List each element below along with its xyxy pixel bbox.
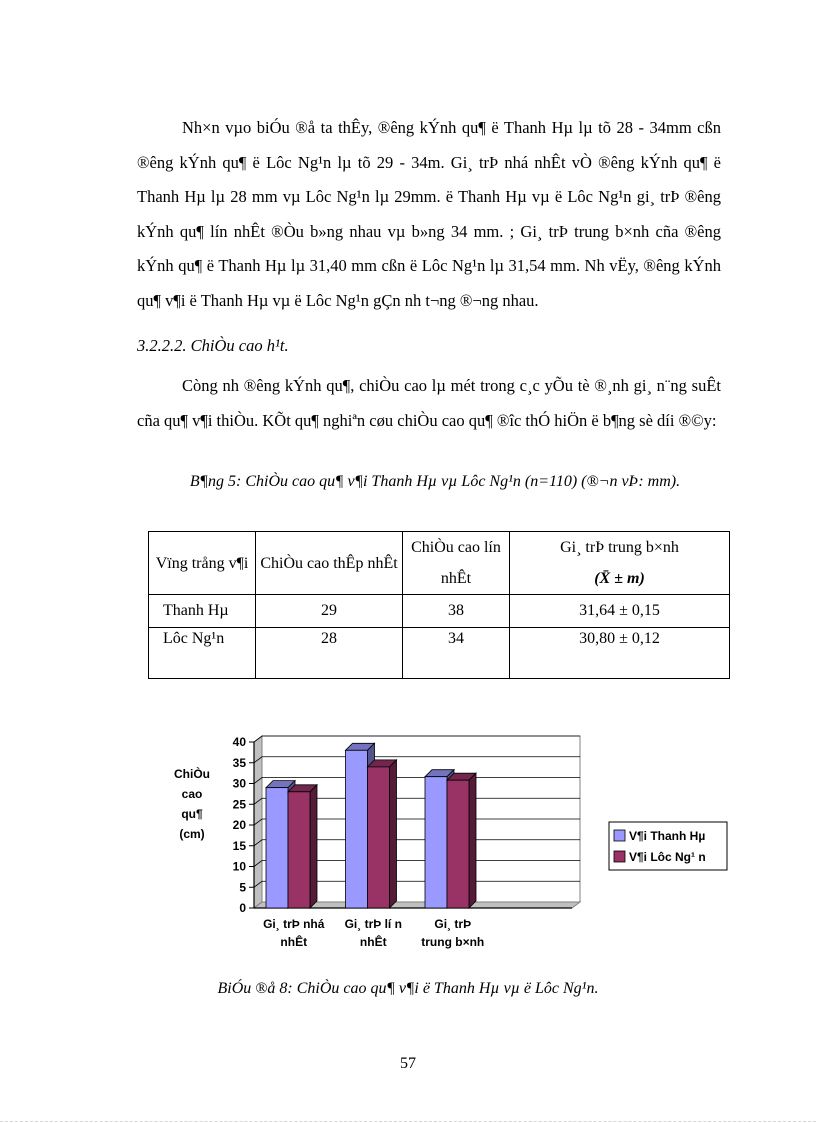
paragraph-diameter-text: Nh×n vµo biÓu ®å ta thÊy, ®êng kÝnh qu¶ ë Thanh Hµ lµ tõ 28 - 34mm cßn ®êng kÝnh qu¶ ë Lôc Ng¹n lµ tõ 29 - 34m. Gi¸ trÞ nhá nhÊt vÒ ®êng kÝnh qu¶ ë Thanh Hµ lµ 28 mm vµ Lôc Ng¹n lµ 29mm. ë Thanh Hµ vµ ë Lôc Ng¹n gi¸ trÞ ®êng kÝnh qu¶ lín nhÊt ®Òu b»ng nhau vµ b»ng 34 mm. ; Gi¸ trÞ trung b×nh cña ®êng kÝnh qu¶ ë Thanh Hµ lµ 31,40 mm cßn ë Lôc Ng¹n lµ 31,54 mm. Nh vËy, ®êng kÝnh qu¶ v¶i ë Thanh Hµ vµ ë Lôc Ng¹n gÇn nh t¬ng ®¬ng nhau. bbox=[137, 118, 721, 310]
paragraph-diameter bbox=[137, 111, 721, 318]
paragraph-height-text: Còng nh ®êng kÝnh qu¶, chiÒu cao lµ mét trong c¸c yÕu tè ®¸nh gi¸ n¨ng suÊt cña qu¶ v¶i thiÒu. KÕt qu¶ nghiªn cøu chiÒu cao qu¶ ®îc thÓ hiÖn ë b¶ng sè díi ®©y: bbox=[137, 376, 721, 430]
y-axis-title: qu¶ bbox=[181, 807, 203, 821]
header-min-height: ChiÒu cao thÊp nhÊt bbox=[256, 532, 403, 595]
bar-thanh-ha bbox=[266, 788, 288, 908]
bar-side bbox=[310, 785, 317, 908]
row-max: 38 bbox=[403, 595, 510, 628]
row-min: 29 bbox=[256, 595, 403, 628]
row-mean: 30,80 ± 0,12 bbox=[510, 628, 730, 679]
row-mean: 31,64 ± 0,15 bbox=[510, 595, 730, 628]
bar-side bbox=[390, 760, 397, 908]
y-tick-label: 20 bbox=[232, 818, 246, 832]
bar-luc-ngan bbox=[368, 767, 390, 908]
x-tick-label: trung b×nh bbox=[421, 935, 485, 949]
y-tick-label: 0 bbox=[239, 901, 246, 915]
table-row bbox=[149, 595, 730, 628]
y-tick-label: 30 bbox=[232, 776, 246, 791]
y-tick-label: 15 bbox=[232, 838, 246, 853]
paragraph-height bbox=[137, 369, 721, 438]
figure-caption: BiÓu ®å 8: ChiÒu cao qu¶ v¶i ë Thanh Hµ vµ ë Lôc Ng¹n. bbox=[217, 980, 599, 997]
section-heading: 3.2.2.2. ChiÒu cao h¹t. bbox=[137, 336, 289, 355]
table-caption: B¶ng 5: ChiÒu cao qu¶ v¶i Thanh Hµ vµ Lôc Ng¹n (n=110) (®¬n vÞ: mm). bbox=[189, 473, 681, 490]
header-max-height: ChiÒu cao lín nhÊt bbox=[403, 532, 510, 595]
bar-side bbox=[469, 773, 476, 908]
y-tick-label: 5 bbox=[239, 880, 246, 895]
header-region: Vïng trång v¶i bbox=[149, 532, 256, 595]
page-number: 57 bbox=[400, 1055, 416, 1072]
x-tick-label: Gi¸ trÞ bbox=[434, 917, 472, 931]
header-mean bbox=[510, 532, 730, 595]
row-min: 28 bbox=[256, 628, 403, 679]
height-table bbox=[148, 531, 730, 679]
legend-swatch bbox=[614, 851, 625, 862]
legend-swatch bbox=[614, 830, 625, 841]
x-tick-label: Gi¸ trÞ nhá bbox=[263, 917, 325, 931]
bar-luc-ngan bbox=[288, 792, 310, 908]
y-tick-label: 35 bbox=[232, 755, 246, 770]
row-region: Thanh Hµ bbox=[149, 595, 256, 628]
y-tick-label: 40 bbox=[232, 735, 246, 749]
y-axis-title: cao bbox=[181, 787, 203, 801]
height-bar-chart bbox=[168, 730, 738, 960]
footer-divider bbox=[0, 1121, 816, 1122]
x-tick-label: nhÊt bbox=[359, 935, 387, 949]
legend-label: V¶i Lôc Ng¹ n bbox=[629, 850, 706, 864]
row-max: 34 bbox=[403, 628, 510, 679]
header-mean-formula: (X̄ ± m) bbox=[594, 570, 645, 587]
bar-luc-ngan bbox=[447, 780, 469, 908]
y-axis-title: (cm) bbox=[179, 827, 205, 841]
table-row bbox=[149, 628, 730, 679]
row-region: Lôc Ng¹n bbox=[149, 628, 256, 679]
y-axis-title: ChiÒu bbox=[174, 767, 210, 781]
y-tick-label: 25 bbox=[232, 797, 246, 812]
bar-thanh-ha bbox=[425, 777, 447, 908]
legend-label: V¶i Thanh Hµ bbox=[629, 829, 706, 843]
x-tick-label: nhÊt bbox=[280, 935, 308, 949]
header-mean-label: Gi¸ trÞ trung b×nh bbox=[560, 539, 679, 556]
y-tick-label: 10 bbox=[232, 859, 246, 874]
x-tick-label: Gi¸ trÞ lí n bbox=[344, 917, 402, 931]
table-header-row bbox=[149, 532, 730, 595]
bar-thanh-ha bbox=[346, 750, 368, 908]
